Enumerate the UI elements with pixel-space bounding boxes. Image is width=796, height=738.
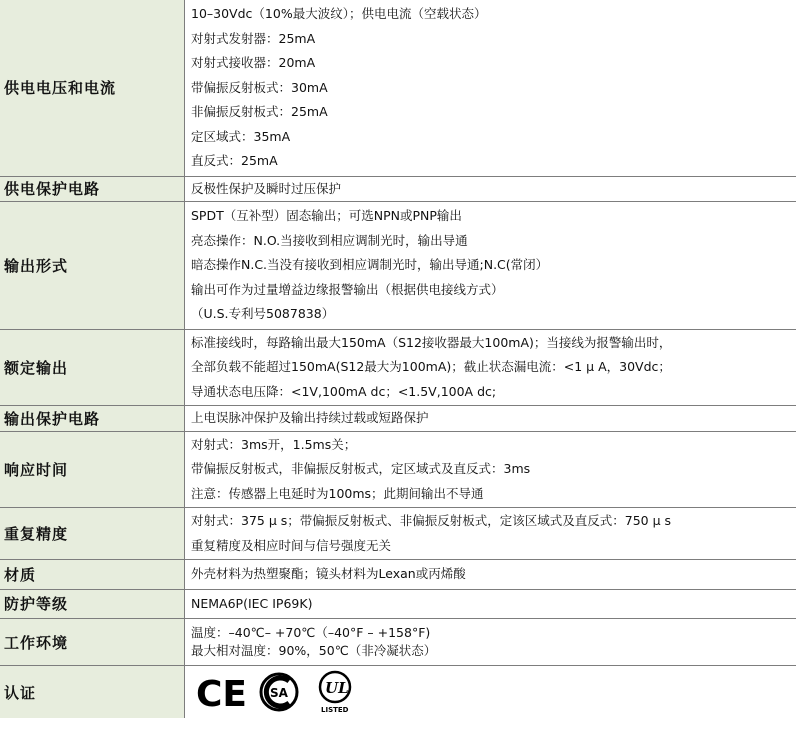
value-line: 温度：–40℃– +70℃（–40°F – +158°F) (191, 625, 431, 640)
value-line: 亮态操作：N.O.当接收到相应调制光时，输出导通 (191, 232, 468, 248)
csa-mark-text: SA (270, 686, 288, 700)
row-value (185, 508, 796, 560)
row-value (185, 560, 796, 590)
value-line: NEMA6P(IEC IP69K) (191, 595, 313, 611)
value-line: 注意：传感器上电延时为100ms；此期间输出不导通 (191, 485, 484, 501)
value-line: 带偏振反射板式：30mA (191, 79, 328, 95)
row-label: 供电电压和电流 (0, 0, 185, 176)
value-line: 暗态操作N.C.当没有接收到相应调制光时，输出导通;N.C(常闭） (191, 257, 549, 272)
row-value (185, 176, 796, 202)
value-line: （U.S.专利号5087838） (191, 306, 335, 321)
spec-row-material (0, 560, 796, 590)
row-label: 防护等级 (0, 589, 185, 619)
ul-listed-text: LISTED (321, 706, 349, 714)
value-line: 10–30Vdc（10%最大波纹）；供电电流（空载状态） (191, 6, 487, 21)
value-line: 非偏振反射板式：25mA (191, 104, 328, 119)
spec-row-protection-rating (0, 589, 796, 619)
value-line: 重复精度及相应时间与信号强度无关 (191, 537, 392, 553)
spec-row-response-time (0, 431, 796, 508)
value-line: 对射式：375 μ s；带偏振反射板式、非偏振反射板式，定该区域式及直反式：750 μ s (191, 513, 672, 528)
value-line: 对射式接收器：20mA (191, 55, 316, 70)
value-line: 反极性保护及瞬时过压保护 (191, 180, 342, 196)
value-line: 输出可作为过量增益边缘报警输出（根据供电接线方式） (191, 281, 504, 297)
row-value (185, 329, 796, 406)
ce-mark-icon (195, 674, 248, 715)
spec-row-certification (0, 666, 796, 719)
value-line: 对射式：3ms开，1.5ms关； (191, 436, 357, 452)
value-line: 带偏振反射板式，非偏振反射板式，定区域式及直反式：3ms (191, 461, 531, 476)
ce-mark-text: CE (196, 674, 248, 715)
value-line: 外壳材料为热塑聚酯；镜头材料为Lexan或丙烯酸 (191, 566, 466, 581)
cert-logos (191, 670, 796, 714)
value-line: 定区域式：35mA (191, 128, 291, 144)
row-label: 认证 (0, 666, 185, 719)
value-line: 最大相对温度：90%，50℃（非冷凝状态） (191, 643, 437, 658)
row-label: 响应时间 (0, 431, 185, 508)
spec-row-output-type (0, 202, 796, 330)
ul-listed-mark-icon (317, 670, 353, 714)
row-label: 额定输出 (0, 329, 185, 406)
csa-mark-icon (259, 672, 299, 712)
spec-row-environment (0, 619, 796, 666)
row-value (185, 589, 796, 619)
spec-row-rated-output (0, 329, 796, 406)
row-label: 材质 (0, 560, 185, 590)
row-value (185, 666, 796, 719)
value-line: 上电误脉冲保护及输出持续过载或短路保护 (191, 410, 429, 425)
spec-row-repeatability (0, 508, 796, 560)
value-line: SPDT（互补型）固态输出；可选NPN或PNP输出 (191, 208, 462, 223)
row-value (185, 0, 796, 176)
row-value (185, 406, 796, 432)
value-line: 直反式：25mA (191, 153, 278, 168)
spec-row-supply-protection (0, 176, 796, 202)
spec-row-power (0, 0, 796, 176)
row-label: 供电保护电路 (0, 176, 185, 202)
spec-row-output-protection (0, 406, 796, 432)
row-value (185, 202, 796, 330)
row-value (185, 431, 796, 508)
row-label: 输出形式 (0, 202, 185, 330)
row-value (185, 619, 796, 666)
value-line: 导通状态电压降：<1V,100mA dc；<1.5V,100A dc; (191, 383, 497, 399)
row-label: 工作环境 (0, 619, 185, 666)
value-line: 全部负载不能超过150mA(S12最大为100mA)；截止状态漏电流：<1 μ A，30Vdc； (191, 359, 671, 374)
row-label: 输出保护电路 (0, 406, 185, 432)
ul-mark-text: UL (325, 679, 349, 697)
row-label: 重复精度 (0, 508, 185, 560)
value-line: 标准接线时，每路输出最大150mA（S12接收器最大100mA)；当接线为报警输出时， (191, 334, 672, 350)
value-line: 对射式发射器：25mA (191, 30, 316, 46)
